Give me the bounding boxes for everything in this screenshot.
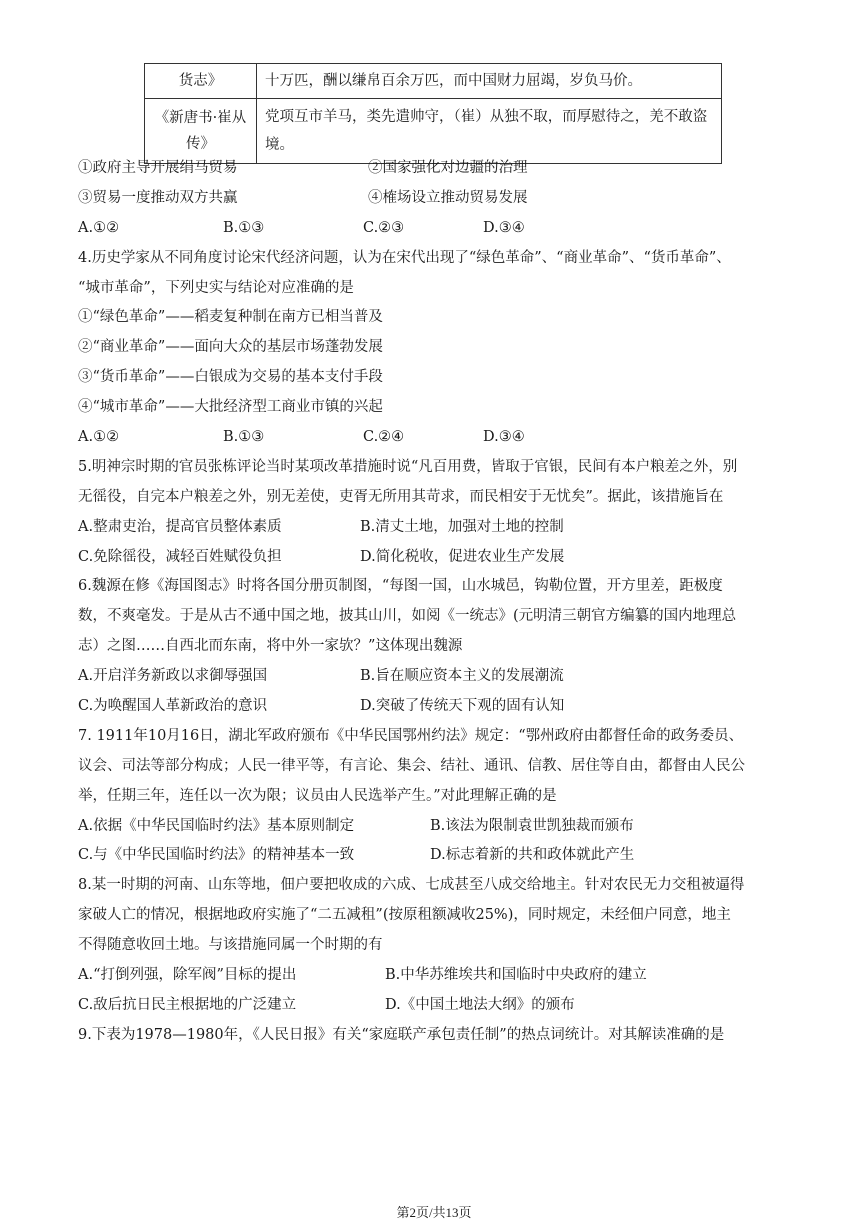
q5-option-a: A.整肃吏治，提高官员整体素质 bbox=[78, 518, 282, 535]
q3-option-d: D.③④ bbox=[483, 219, 525, 236]
q4-option-a: A.①② bbox=[78, 429, 120, 446]
q8-option-c: C.敌后抗日民主根据地的广泛建立 bbox=[78, 996, 297, 1013]
q7-options-row bbox=[78, 841, 790, 871]
q8-option-a: A.“打倒列强，除军阀”目标的提出 bbox=[78, 967, 297, 984]
q8-stem: 家破人亡的情况，根据地政府实施了“二五减租”(按原租额减收25%)，同时规定，未经佃户同意，地主 bbox=[78, 907, 731, 924]
q4-stem: “城市革命”，下列史实与结论对应准确的是 bbox=[78, 279, 354, 296]
q7-stem: 7. 1911年10月16日，湖北军政府颁布《中华民国鄂州约法》规定：“鄂州政府由都督任命的政务委员、 bbox=[78, 727, 744, 744]
q4-option-b: B.①③ bbox=[223, 429, 265, 446]
q3-statement: ②国家强化对边疆的治理 bbox=[368, 160, 528, 176]
q6-option-a: A.开启洋务新政以求御辱强国 bbox=[78, 668, 268, 685]
text-cell: 党项互市羊马，类先遣帅守，（崔）从独不取，而厚慰待之，羌不敢盗境。 bbox=[257, 99, 722, 164]
q6-stem: 志）之图……自西北而东南，将中外一家欤？”这体现出魏源 bbox=[78, 638, 463, 655]
q6-option-b: B.旨在顺应资本主义的发展潮流 bbox=[360, 668, 564, 685]
q3-statement: ③贸易一度推动双方共赢 bbox=[78, 189, 238, 206]
q4-stem: 4.历史学家从不同角度讨论宋代经济问题，认为在宋代出现了“绿色革命”、“商业革命”、“货币革命”、 bbox=[78, 249, 731, 266]
q5-options-row bbox=[78, 543, 790, 573]
q7-options-row bbox=[78, 812, 790, 842]
q4-option-d: D.③④ bbox=[483, 429, 525, 446]
q7-stem: 举，任期三年，连任以一次为限；议员由人民选举产生。”对此理解正确的是 bbox=[78, 787, 557, 804]
q7-option-d: D.标志着新的共和政体就此产生 bbox=[430, 847, 635, 864]
q3-statement: ④榷场设立推动贸易发展 bbox=[368, 189, 528, 206]
q5-option-b: B.清丈土地，加强对土地的控制 bbox=[360, 518, 564, 535]
q6-option-c: C.为唤醒国人革新政治的意识 bbox=[78, 698, 268, 715]
q9-stem: 9.下表为1978—1980年，《人民日报》有关“家庭联产承包责任制”的热点词统计。对其解读准确的是 bbox=[78, 1026, 725, 1043]
q8-stem: 不得随意收回土地。与该措施同属一个时期的有 bbox=[78, 937, 383, 954]
q8-options-row bbox=[78, 991, 790, 1021]
q5-stem: 无徭役，自完本户粮差之外，别无差使，吏胥无所用其苛求，而民相安于无忧矣”。据此，该措施旨在 bbox=[78, 488, 724, 505]
q5-stem: 5.明神宗时期的官员张栋评论当时某项改革措施时说“凡百用费，皆取于官银，民间有本户粮差之外，别 bbox=[78, 458, 738, 475]
q8-stem: 8.某一时期的河南、山东等地，佃户要把收成的六成、七成甚至八成交给地主。针对农民无力交租被逼得 bbox=[78, 877, 745, 894]
q3-statement: ①政府主导开展绢马贸易 bbox=[78, 160, 238, 176]
q3-statements-row bbox=[78, 184, 790, 214]
q4-statement: ②“商业革命”——面向大众的基层市场蓬勃发展 bbox=[78, 339, 383, 356]
q7-stem: 议会、司法等部分构成；人民一律平等，有言论、集会、结社、通讯、信教、居住等自由，都督由人民公 bbox=[78, 757, 745, 774]
q7-option-b: B.该法为限制袁世凯独裁而颁布 bbox=[430, 817, 634, 834]
q8-options-row bbox=[78, 961, 790, 991]
q7-option-a: A.依据《中华民国临时约法》基本原则制定 bbox=[78, 817, 355, 834]
q3-option-a: A.①② bbox=[78, 219, 120, 236]
q5-option-d: D.简化税收，促进农业生产发展 bbox=[360, 548, 565, 565]
q7-option-c: C.与《中华民国临时约法》的精神基本一致 bbox=[78, 847, 355, 864]
q6-stem: 6.魏源在修《海国图志》时将各国分册页制图，“每图一国，山水城邑，钩勒位置，开方里差，距极度 bbox=[78, 578, 723, 595]
q6-option-d: D.突破了传统天下观的固有认知 bbox=[360, 698, 565, 715]
page-footer: 第2页/共13页 bbox=[396, 1205, 472, 1220]
q8-option-d: D.《中国土地法大纲》的颁布 bbox=[385, 996, 575, 1013]
q5-options-row bbox=[78, 513, 790, 543]
q3-option-c: C.②③ bbox=[363, 219, 405, 236]
source-cell-text: 《新唐书·崔从传》 bbox=[154, 110, 247, 152]
q4-options-row bbox=[78, 423, 790, 453]
q6-options-row bbox=[78, 662, 790, 692]
q6-options-row bbox=[78, 692, 790, 722]
q5-option-c: C.免除徭役，减轻百姓赋役负担 bbox=[78, 548, 282, 565]
q4-statement: ③“货币革命”——白银成为交易的基本支付手段 bbox=[78, 369, 383, 386]
q3-statements-row bbox=[78, 154, 790, 184]
q4-statement: ④“城市革命”——大批经济型工商业市镇的兴起 bbox=[78, 399, 383, 416]
q4-option-c: C.②④ bbox=[363, 429, 405, 446]
q3-option-b: B.①③ bbox=[223, 219, 265, 236]
q3-options-row bbox=[78, 214, 790, 244]
q6-stem: 数，不爽毫发。于是从古不通中国之地，披其山川，如阅《一统志》(元明清三朝官方编纂的国内地理总 bbox=[78, 608, 737, 625]
table-row bbox=[145, 64, 722, 99]
text-cell: 十万匹，酬以缣帛百余万匹，而中国财力屈竭，岁负马价。 bbox=[257, 64, 722, 99]
source-table bbox=[144, 63, 722, 164]
q8-option-b: B.中华苏维埃共和国临时中央政府的建立 bbox=[385, 967, 647, 984]
questions-body bbox=[78, 154, 790, 1051]
q4-statement: ①“绿色革命”——稻麦复种制在南方已相当普及 bbox=[78, 309, 383, 326]
source-cell: 货志》 bbox=[145, 64, 257, 99]
